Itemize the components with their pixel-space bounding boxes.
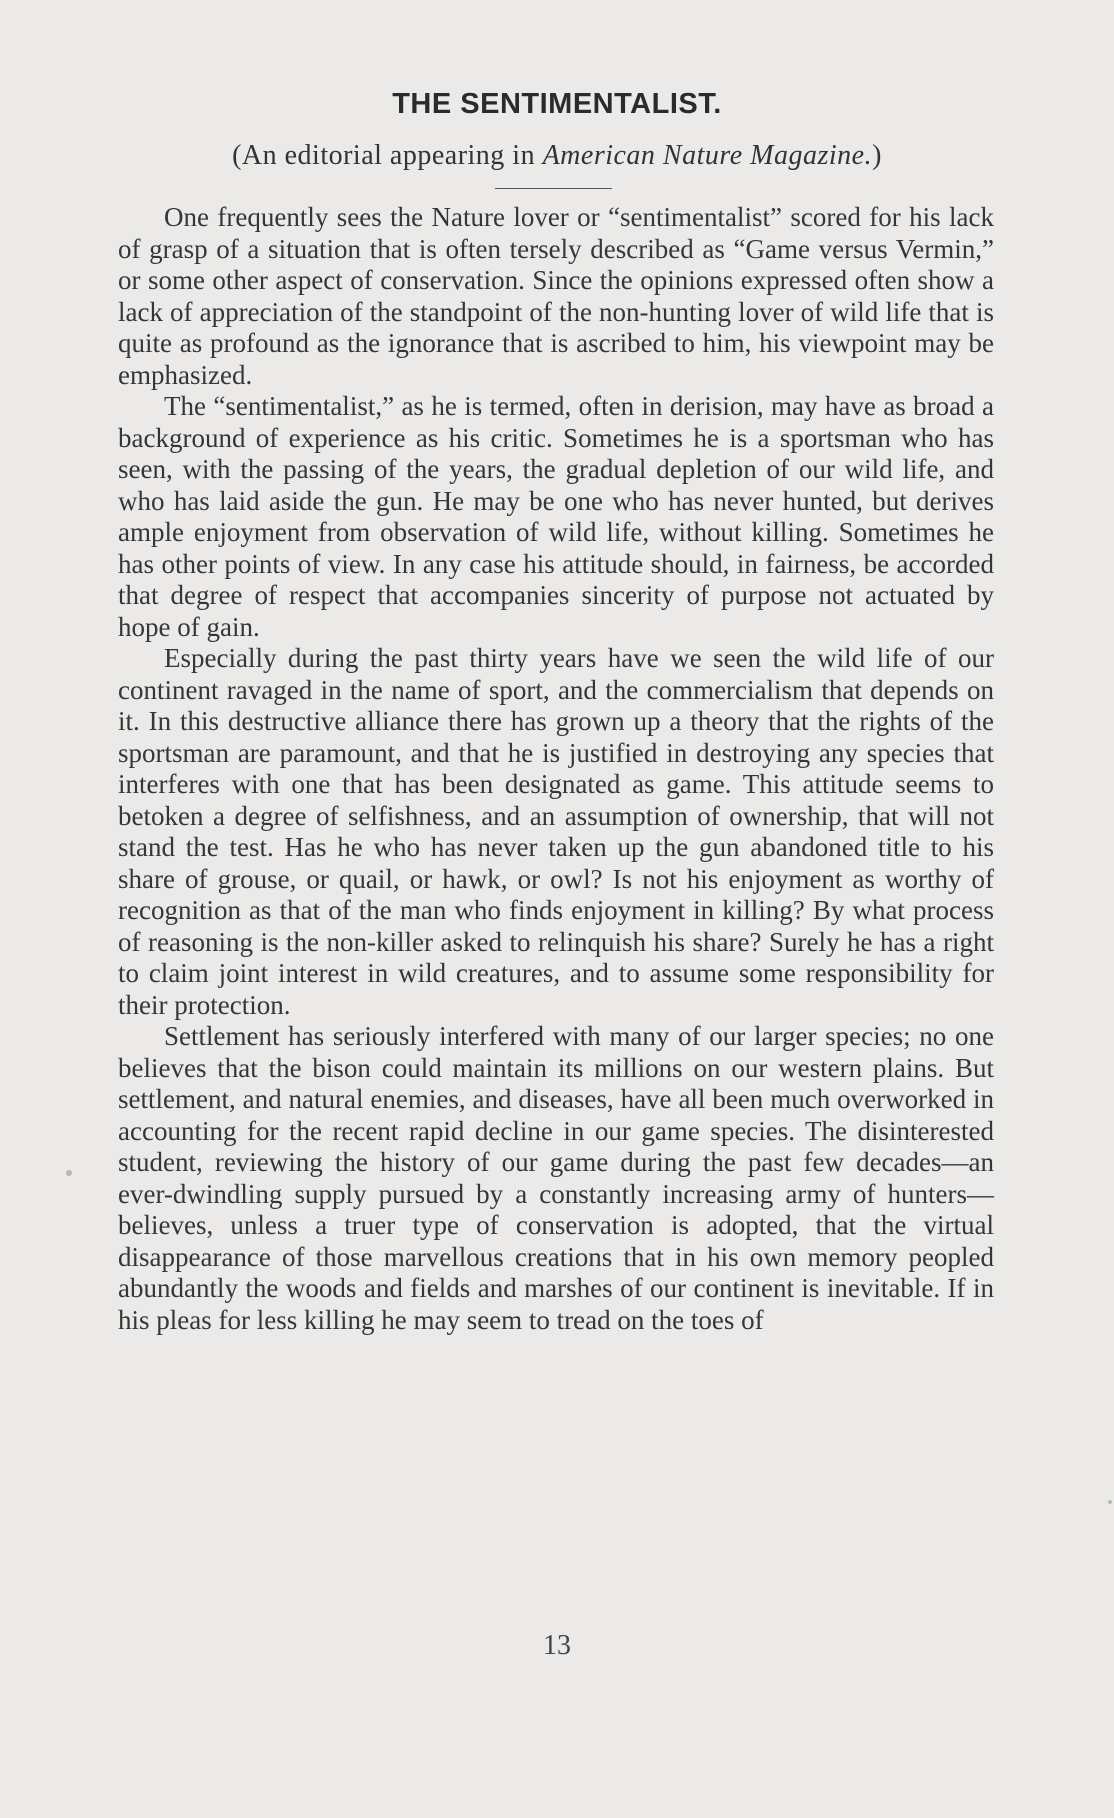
subtitle-suffix: ): [872, 140, 882, 171]
article-subtitle: [0, 140, 1114, 172]
paragraph: One frequently sees the Nature lover or “sentimentalist” scored for his lack of grasp of a situation that is often tersely described as “Game versus Vermin,” or some other aspect of conservation. Since the opinions expressed often show a lack of appreciation of the standpoint of the non-hunting lover of wild life that is quite as profound as the ignorance that is ascribed to him, his viewpoint may be emphasized.: [118, 202, 994, 390]
title-divider: [495, 188, 612, 189]
subtitle-publication: American Nature Magazine.: [542, 140, 873, 171]
paragraph: Settlement has seriously interfered with many of our larger species; no one believes that the bison could maintain its millions on our western plains. But settlement, and natural enemies, and diseases, have all been much overworked in accounting for the recent rapid decline in our game species. The disinterested student, reviewing the history of our game during the past few decades—an ever-dwindling supply pursued by a constantly increasing army of hunters—believes, unless a truer type of conservation is adopted, that the virtual disappearance of those marvellous creations that in his own memory peopled abundantly the woods and fields and marshes of our continent is inevitable. If in his pleas for less killing he may seem to tread on the toes of: [118, 1021, 994, 1335]
article-body: [118, 202, 994, 1336]
page-number: 13: [543, 1630, 571, 1661]
article-title: THE SENTIMENTALIST.: [392, 88, 722, 120]
paragraph: The “sentimentalist,” as he is termed, often in derision, may have as broad a background of experience as his critic. Sometimes he is a sportsman who has seen, with the passing of the years, the gradual depletion of our wild life, and who has laid aside the gun. He may be one who has never hunted, but derives ample enjoyment from observation of wild life, without killing. Sometimes he has other points of view. In any case his attitude should, in fairness, be accorded that degree of respect that accompanies sincerity of purpose not actuated by hope of gain.: [118, 391, 994, 642]
subtitle-prefix: (An editorial appearing in: [232, 140, 543, 171]
paper-speck: [66, 1170, 72, 1176]
paper-speck: [1108, 1500, 1112, 1504]
paragraph: Especially during the past thirty years have we seen the wild life of our continent ravaged in the name of sport, and the commercialism that depends on it. In this destructive alliance there has grown up a theory that the rights of the sportsman are paramount, and that he is justified in destroying any species that interferes with one that has been designated as game. This attitude seems to betoken a degree of selfishness, and an assumption of ownership, that will not stand the test. Has he who has never taken up the gun abandoned title to his share of grouse, or quail, or hawk, or owl? Is not his enjoyment as worthy of recognition as that of the man who finds enjoyment in killing? By what process of reasoning is the non-killer asked to relinquish his share? Surely he has a right to claim joint interest in wild creatures, and to assume some responsibility for their protection.: [118, 643, 994, 1020]
